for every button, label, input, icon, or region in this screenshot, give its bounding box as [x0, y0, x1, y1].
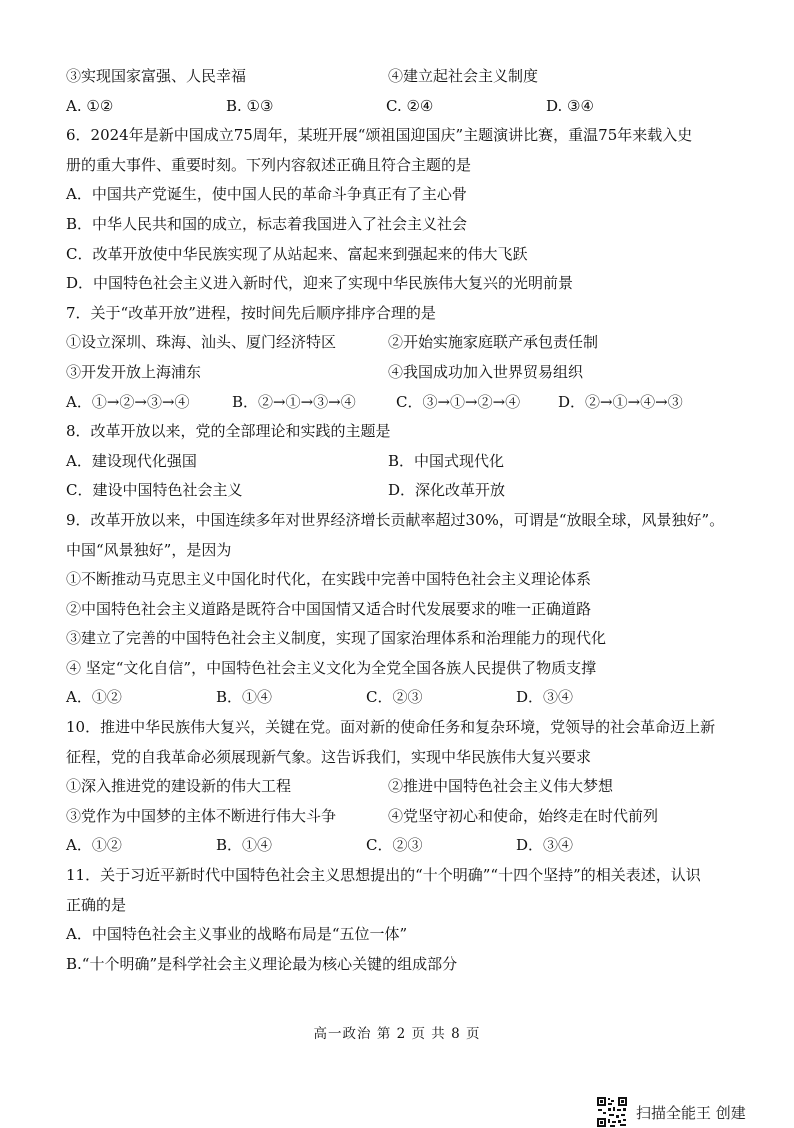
q11-option-b: B.“十个明确”是科学社会主义理论最为核心关键的组成部分: [66, 954, 458, 973]
q9-stem-line1: 9．改革开放以来，中国连续多年对世界经济增长贡献率超过30%，可谓是“放眼全球，风景独好”。: [66, 510, 725, 529]
q10-items-row2: [66, 802, 756, 832]
q7-items-row2: [66, 358, 756, 388]
q7-item-4: ④我国成功加入世界贸易组织: [388, 362, 584, 381]
q8-stem: 8．改革开放以来，党的全部理论和实践的主题是: [66, 422, 391, 441]
q9-item-2: ②中国特色社会主义道路是既符合中国国情又适合时代发展要求的唯一正确道路: [66, 599, 592, 618]
q5-item-3: ③实现国家富强、人民幸福: [66, 67, 247, 85]
q10-answer-a: A．①②: [66, 836, 122, 855]
q7-stem: 7．关于“改革开放”进程，按时间先后顺序排序合理的是: [66, 303, 436, 322]
q7-items-row1: [66, 328, 756, 358]
q7-answer-d: D．②→①→④→③: [558, 392, 683, 411]
q7-answers-row: [66, 388, 756, 418]
q10-answer-c: C．②③: [366, 836, 423, 855]
q7-answer-b: B．②→①→③→④: [232, 392, 356, 411]
qr-code-icon: [596, 1096, 628, 1128]
q11-stem-line2: 正确的是: [66, 895, 127, 914]
q9-answer-c: C．②③: [366, 688, 423, 707]
q10-answer-d: D．③④: [516, 836, 574, 855]
q11-option-a: A．中国特色社会主义事业的战略布局是“五位一体”: [66, 925, 408, 944]
q10-answer-b: B．①④: [216, 836, 273, 855]
q8-option-a: A．建设现代化强国: [66, 451, 197, 470]
q6-option-a: A．中国共产党诞生，使中国人民的革命斗争真正有了主心骨: [66, 185, 467, 204]
watermark-text: 扫描全能王 创建: [636, 1103, 746, 1122]
q9-item-3: ③建立了完善的中国特色社会主义制度，实现了国家治理体系和治理能力的现代化: [66, 629, 607, 648]
q9-stem-line2: 中国“风景独好”，是因为: [66, 540, 232, 559]
q5-answer-a: A. ①②: [66, 96, 114, 115]
q10-answers-row: [66, 831, 756, 861]
q8-option-c: C．建设中国特色社会主义: [66, 481, 243, 500]
q7-answer-c: C．③→①→②→④: [396, 392, 521, 411]
q5-item-4: ④建立起社会主义制度: [388, 67, 539, 85]
q9-answers-row: [66, 683, 756, 713]
q6-option-c: C．改革开放使中华民族实现了从站起来、富起来到强起来的伟大飞跃: [66, 244, 528, 263]
q5-answer-d: D. ③④: [546, 96, 594, 115]
q8-option-d: D．深化改革开放: [388, 481, 506, 500]
q5-answers-row: [66, 92, 756, 122]
scanner-watermark: [596, 1096, 746, 1128]
page-footer: 高一政治 第 2 页 共 8 页: [313, 1026, 481, 1042]
q9-item-1: ①不断推动马克思主义中国化时代化，在实践中完善中国特色社会主义理论体系: [66, 570, 592, 589]
q9-answer-b: B．①④: [216, 688, 273, 707]
q10-stem-line1: 10．推进中华民族伟大复兴，关键在党。面对新的使命任务和复杂环境，党领导的社会革命迈上新: [66, 718, 716, 737]
q5-items-row: [66, 62, 756, 92]
q7-item-2: ②开始实施家庭联产承包责任制: [388, 333, 599, 352]
q6-stem-line2: 册的重大事件、重要时刻。下列内容叙述正确且符合主题的是: [66, 155, 472, 174]
q8-options-row2: [66, 476, 756, 506]
q7-answer-a: A．①→②→③→④: [66, 392, 190, 411]
q7-item-1: ①设立深圳、珠海、汕头、厦门经济特区: [66, 333, 337, 352]
q6-stem-line1: 6．2024年是新中国成立75周年，某班开展“颂祖国迎国庆”主题演讲比赛，重温75年来载入史: [66, 126, 693, 145]
q9-answer-d: D．③④: [516, 688, 574, 707]
q10-items-row1: [66, 772, 756, 802]
q9-item-4: ④ 坚定“文化自信”，中国特色社会主义文化为全党全国各族人民提供了物质支撑: [66, 658, 597, 677]
q10-stem-line2: 征程，党的自我革命必须展现新气象。这告诉我们，实现中华民族伟大复兴要求: [66, 747, 592, 766]
q11-stem-line1: 11．关于习近平新时代中国特色社会主义思想提出的“十个明确”“十四个坚持”的相关表述，认识: [66, 866, 701, 885]
q10-item-2: ②推进中国特色社会主义伟大梦想: [388, 777, 614, 796]
q10-item-3: ③党作为中国梦的主体不断进行伟大斗争: [66, 806, 337, 825]
q10-item-4: ④党坚守初心和使命，始终走在时代前列: [388, 806, 659, 825]
q6-option-d: D．中国特色社会主义进入新时代，迎来了实现中华民族伟大复兴的光明前景: [66, 274, 574, 293]
q5-answer-c: C. ②④: [386, 96, 434, 115]
q8-option-b: B．中国式现代化: [388, 451, 505, 470]
q10-item-1: ①深入推进党的建设新的伟大工程: [66, 777, 292, 796]
q6-option-b: B．中华人民共和国的成立，标志着我国进入了社会主义社会: [66, 214, 468, 233]
exam-page-content: [66, 62, 756, 979]
q9-answer-a: A．①②: [66, 688, 122, 707]
q5-answer-b: B. ①③: [226, 96, 274, 115]
q7-item-3: ③开发开放上海浦东: [66, 362, 202, 381]
q8-options-row1: [66, 447, 756, 477]
